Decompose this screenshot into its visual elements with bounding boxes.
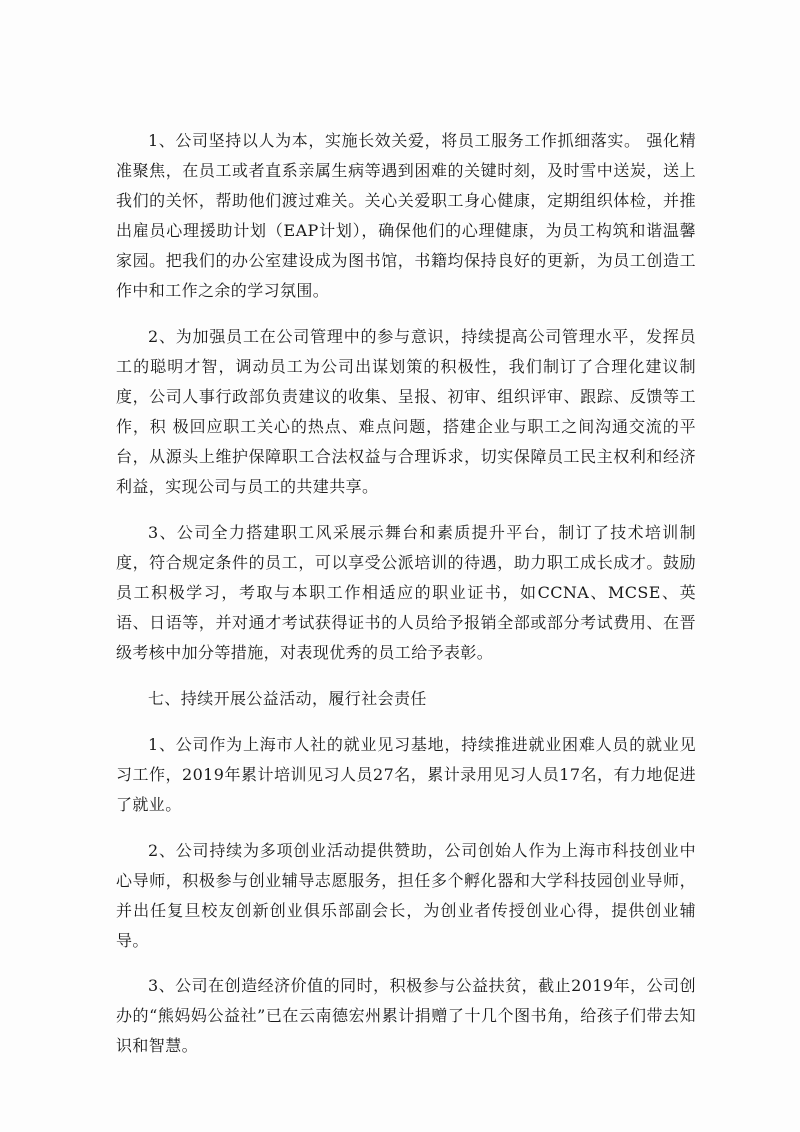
paragraph-suggestion-system: 2、为加强员工在公司管理中的参与意识，持续提高公司管理水平，发挥员工的聪明才智，调动员工为公司出谋划策的积极性，我们制订了合理化建议制度，公司人事行政部负责建议的收集、呈报、初审、组织评审、跟踪、反馈等工作，积 极回应职工关心的热点、难点问题，搭建企业与职工之间沟通交流的平台，从源头上维护保障职工合法权益与合理诉求，切实保障员工民主权利和经济利益，实现公司与员工的共建共享。 bbox=[116, 327, 696, 496]
paragraph-employee-care: 1、公司坚持以人为本，实施长效关爱，将员工服务工作抓细落实。 强化精准聚焦，在员工或者直系亲属生病等遇到困难的关键时刻，及时雪中送炭，送上我们的关怀，帮助他们渡过难关。关心关爱职工身心健康，定期组织体检，并推出雇员心理援助计划（EAP计划），确保他们的心理健康，为员工构筑和谐温馨家园。把我们的办公室建设成为图书馆，书籍均保持良好的更新，为员工创造工作中和工作之余的学习氛围。 bbox=[116, 131, 696, 300]
paragraph-spacer bbox=[116, 668, 696, 684]
paragraph-spacer bbox=[116, 306, 696, 322]
paragraph-training: 3、公司全力搭建职工风采展示舞台和素质提升平台，制订了技术培训制度，符合规定条件的员工，可以享受公派培训的待遇，助力职工成长成才。鼓励员工积极学习，考取与本职工作相适应的职业证书，如CCNA、MCSE、英语、日语等，并对通才考试获得证书的人员给予报销全部或部分考试费用、在晋级考核中加分等措施，对表现优秀的员工给予表彰。 bbox=[116, 523, 696, 662]
paragraph-spacer bbox=[116, 502, 696, 518]
section-heading-public-welfare: 七、持续开展公益活动，履行社会责任 bbox=[148, 689, 427, 708]
paragraph-spacer bbox=[116, 820, 696, 836]
paragraph-poverty-alleviation: 3、公司在创造经济价值的同时，积极参与公益扶贫，截止2019年，公司创办的“熊妈妈公益社”已在云南德宏州累计捐赠了十几个图书角，给孩子们带去知识和智慧。 bbox=[116, 976, 696, 1055]
paragraph-spacer bbox=[116, 956, 696, 971]
document-body bbox=[116, 126, 696, 1061]
paragraph-entrepreneurship: 2、公司持续为多项创业活动提供赞助，公司创始人作为上海市科技创业中心导师，积极参与创业辅导志愿服务，担任多个孵化器和大学科技园创业导师，并出任复旦校友创新创业俱乐部副会长，为创业者传授创业心得，提供创业辅导。 bbox=[116, 841, 696, 950]
paragraph-employment-base: 1、公司作为上海市人社的就业见习基地，持续推进就业困难人员的就业见习工作，2019年累计培训见习人员27名，累计录用见习人员17名，有力地促进了就业。 bbox=[116, 735, 696, 814]
paragraph-spacer bbox=[116, 714, 696, 730]
